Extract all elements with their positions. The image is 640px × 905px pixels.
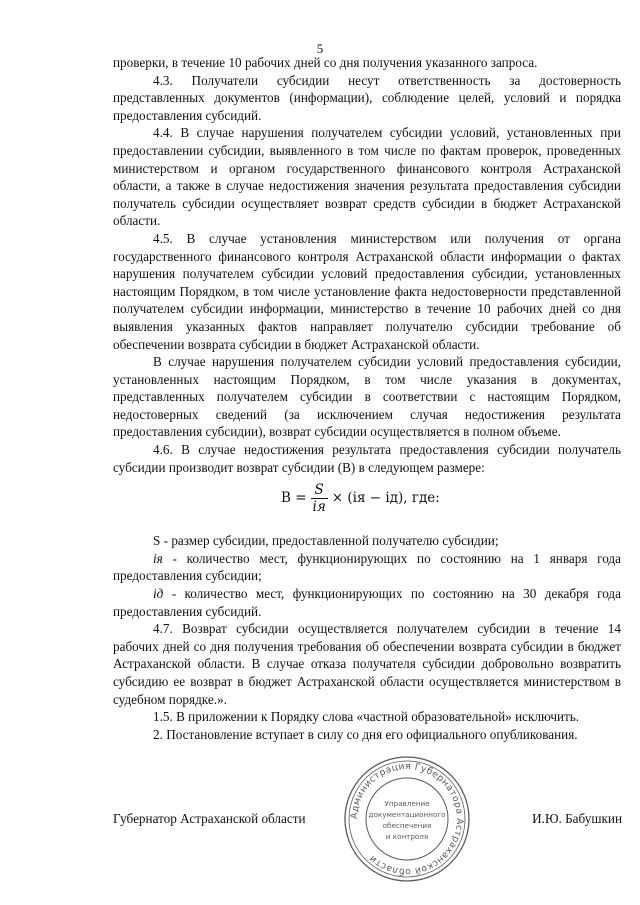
paragraph-1-5: 1.5. В приложении к Порядку слова «частной образовательной» исключить.: [153, 709, 580, 725]
definition-s: [113, 532, 621, 550]
formula-rhs: × (iя − iд), где:: [331, 489, 440, 506]
paragraph-4-4: 4.4. В случае нарушения получателем субсидии условий, установленных при предоставлении субсидии, выявленного в том числе по фактам проверок, проведенных министерством и органом государственного финансового контроля Астраханской области, а также в случае недостижения значения результата предоставления субсидии получатель субсидии осуществляет возврат средств субсидии в бюджет Астраханской области.: [113, 125, 621, 229]
svg-text:и контроля: и контроля: [385, 832, 429, 841]
definition-id: [113, 585, 621, 620]
paragraph-4-6: 4.6. В случае недостижения результата предоставления субсидии получатель субсидии производит возврат субсидии (В) в следующем размере:: [113, 442, 621, 475]
definition-text: - размер субсидии, предоставленной получателю субсидии;: [160, 533, 499, 549]
formula-numerator: S: [314, 482, 324, 499]
definition-symbol: S: [153, 533, 161, 549]
signatory-position: Губернатор Астраханской области: [113, 811, 306, 826]
svg-text:Управление: Управление: [384, 799, 430, 808]
paragraph-4-3: 4.3. Получатели субсидии несут ответственность за достоверность представленных документов (информации), соблюдение целей, условий и порядка предоставления субсидий.: [113, 72, 621, 123]
svg-text:обеспечения: обеспечения: [382, 821, 432, 830]
document-body: [113, 54, 621, 743]
formula-lhs: В =: [281, 489, 307, 506]
definition-iya: [113, 550, 621, 585]
paragraph-continuation: проверки, в течение 10 рабочих дней со дня получения указанного запроса.: [113, 55, 538, 70]
page-number: 5: [316, 41, 324, 56]
paragraph-4-5-second: В случае нарушения получателем субсидии условий предоставления субсидии, установленных настоящим Порядком, в том числе указания в документах, представленных получателем субсидии в соответствии с настоящим Порядком, недостоверных сведений (за исключением случая недостижения результата предоставления субсидии), возврат субсидии осуществляется в полном объеме.: [113, 354, 621, 440]
stamp-seal-icon: [342, 754, 472, 884]
definition-text: - количество мест, функционирующих по состоянию на 30 декабря года предоставления субсидий.: [113, 586, 621, 619]
signatory-name: И.Ю. Бабушкин: [532, 811, 622, 826]
formula-fraction: [311, 483, 328, 514]
paragraph-2: 2. Постановление вступает в силу со дня его официального опубликования.: [153, 726, 578, 742]
spacer: [113, 520, 621, 532]
formula-block: [113, 476, 621, 520]
paragraph-4-5: 4.5. В случае установления министерством или получения от органа государственного финансового контроля Астраханской области информации о фактах нарушения получателем субсидии условий предоставления субсидии, установленных настоящим Порядком, в том числе установление факта недостоверности представленной получателем субсидии информации, министерство в течение 10 рабочих дней со дня выявления указанных фактов направляет получателю субсидии требование об обеспечении возврата субсидии в бюджет Астраханской области.: [113, 230, 621, 352]
definition-text: - количество мест, функционирующих по состоянию на 1 января года предоставления субсидии;: [113, 550, 621, 584]
official-stamp: [342, 754, 472, 884]
paragraph-4-7: 4.7. Возврат субсидии осуществляется получателем субсидии в течение 14 рабочих дней со дня получения требования об обеспечении возврата субсидии в бюджет Астраханской области. В случае отказа получателя субсидии добровольно возвратить субсидию ее возврат в бюджет Астраханской области осуществляется министерством в судебном порядке.».: [113, 621, 621, 707]
formula-denominator: iя: [312, 499, 326, 516]
svg-text:документационного: документационного: [368, 810, 446, 819]
svg-text:Администрация Губернатора Астр: Администрация Губернатора Астраханской области: [348, 760, 466, 878]
definition-symbol: iя: [153, 550, 163, 566]
refund-formula: [281, 483, 440, 514]
definition-symbol: iд: [153, 586, 164, 602]
